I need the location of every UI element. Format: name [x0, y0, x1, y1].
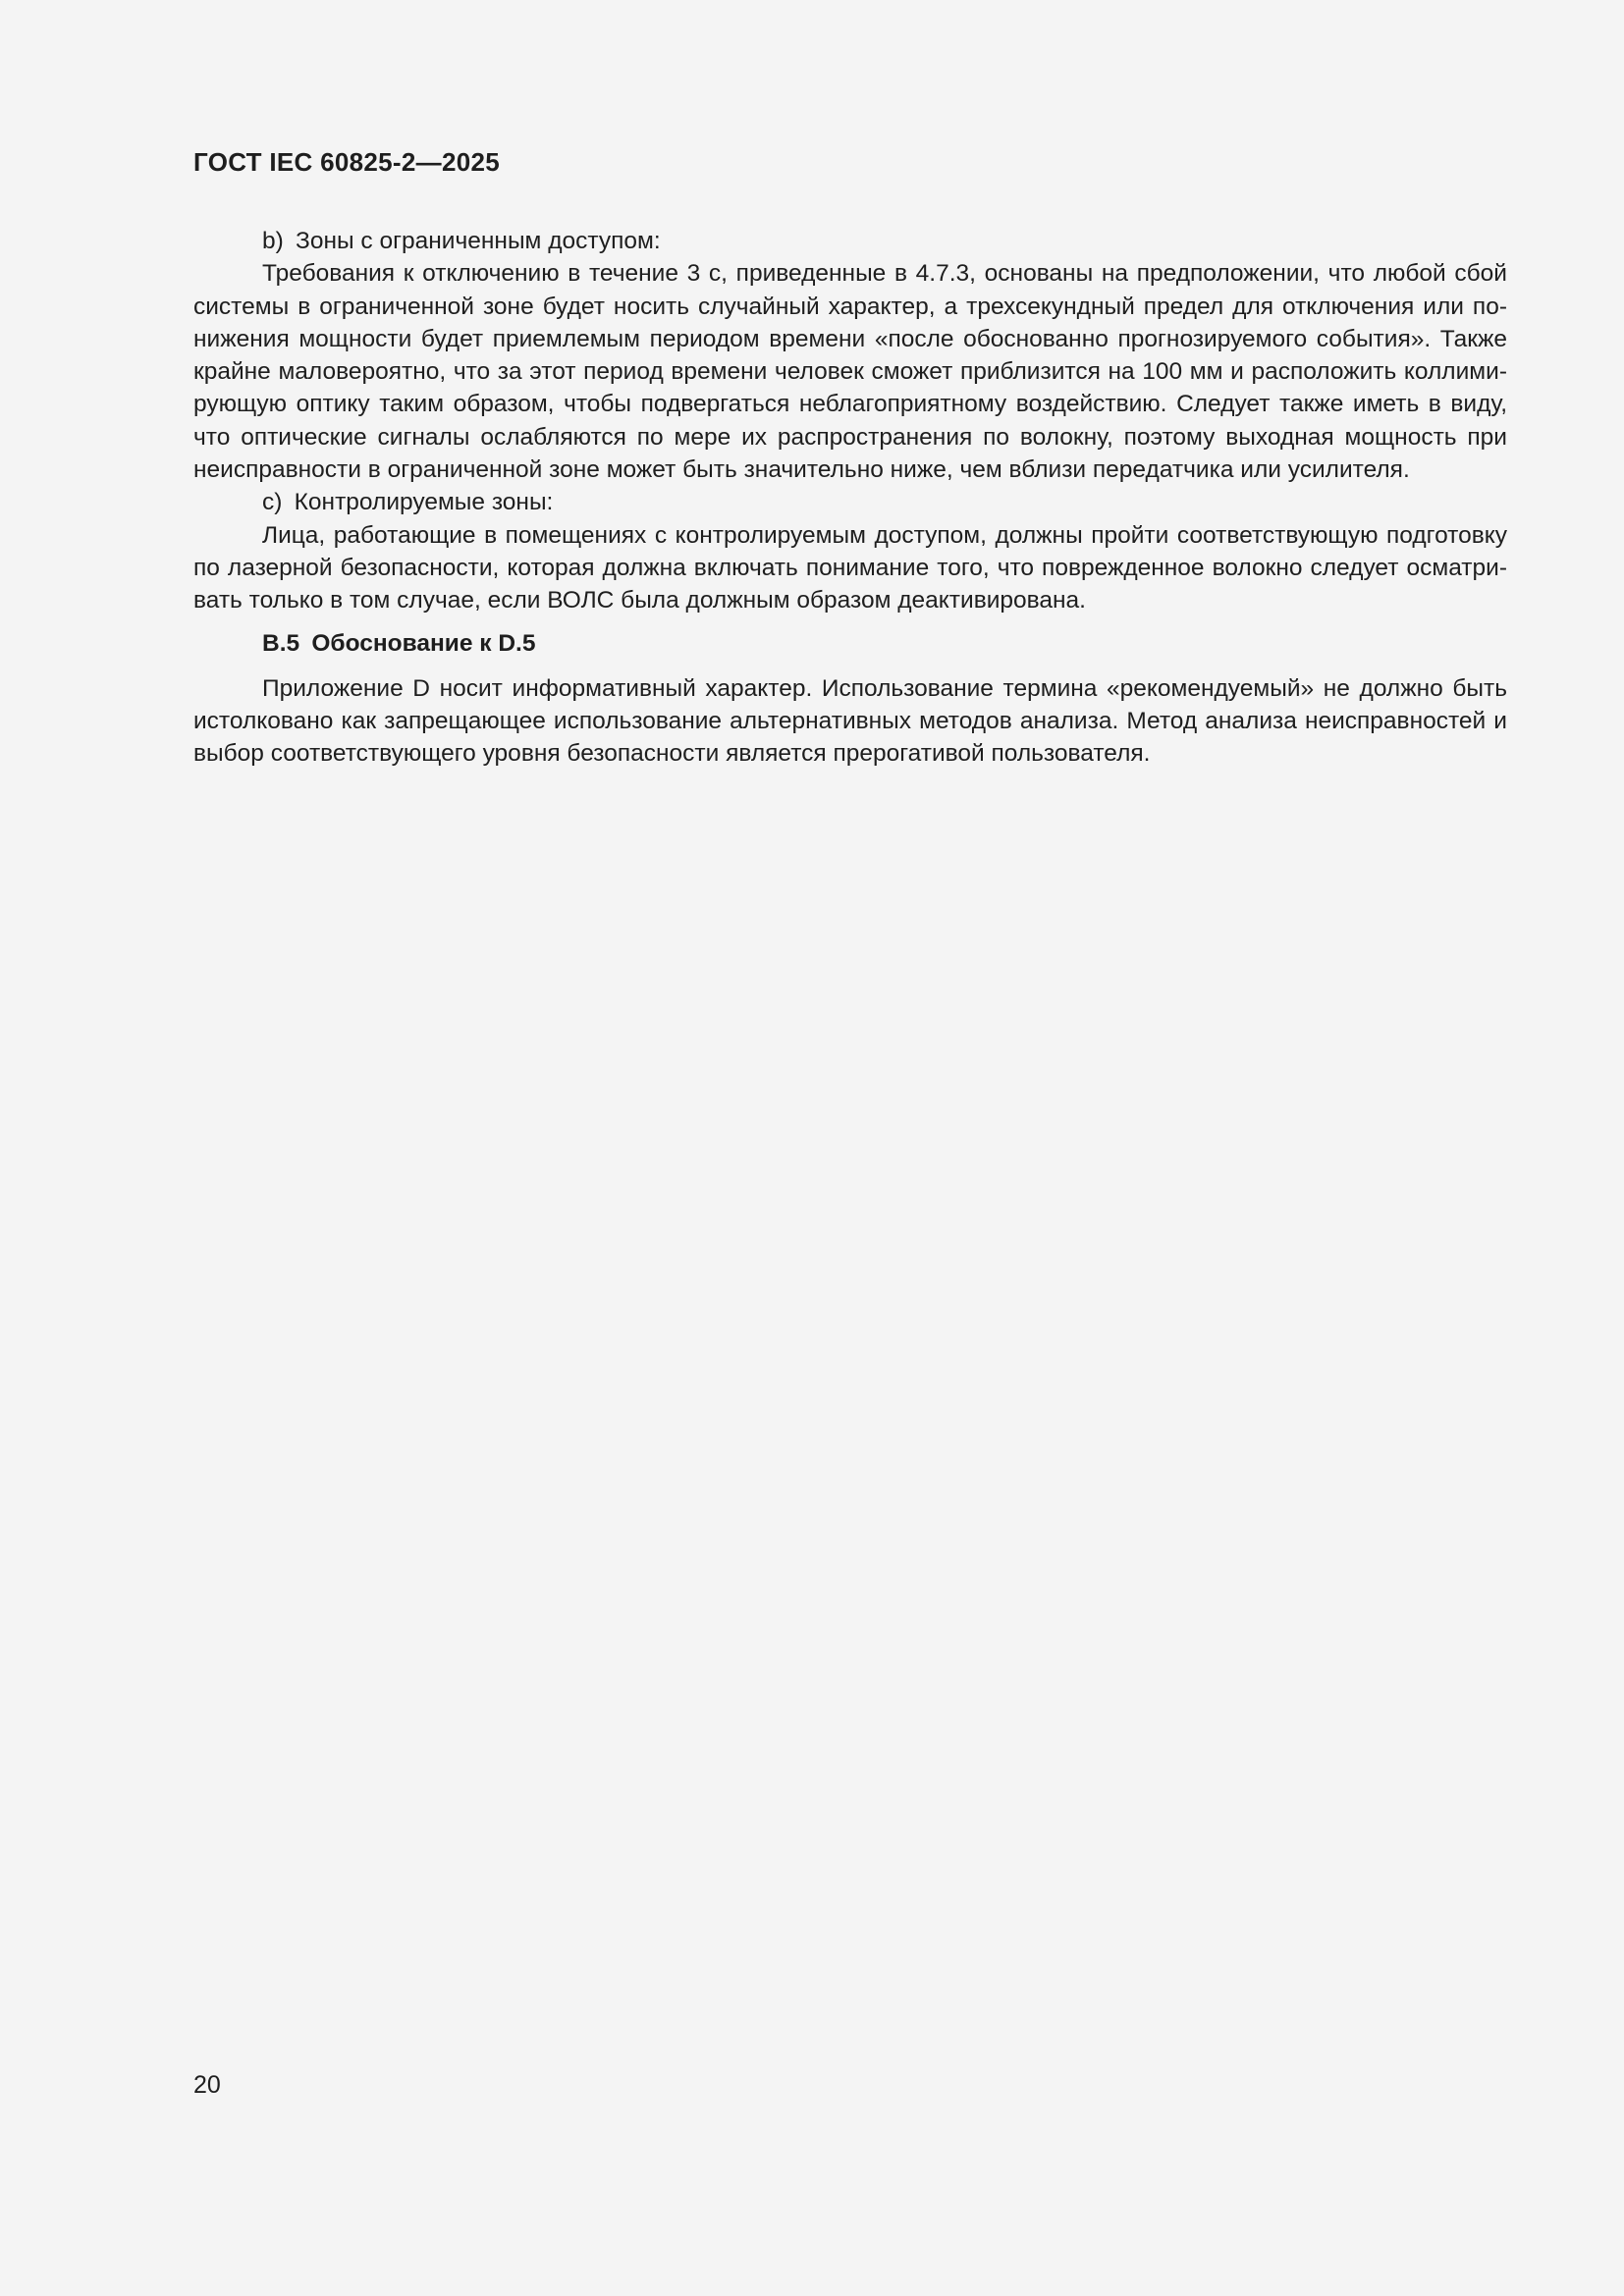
standard-header: ГОСТ IEC 60825-2—2025: [193, 147, 500, 177]
page-content: [193, 225, 1507, 771]
paragraph-restricted-zones: Требования к отключению в течение 3 с, приведенные в 4.7.3, основаны на предположении, что любой сбой системы в ограниченной зоне будет носить случайный характер, а трехсекундный предел для отключения или понижения мощности будет приемлемым периодом времени «после обоснованно прогнозируемого события». Также крайне маловероятно, что за этот период времени человек сможет приблизится на 100 мм и расположить коллимирующую оптику таким образом, чтобы подвергаться неблагоприятному воздействию. Следует также иметь в виду, что оптические сигналы ослабляются по мере их распространения по волокну, поэтому выходная мощность при неисправности в ограниченной зоне может быть значительно ниже, чем вблизи передатчика или усилителя.: [193, 260, 1507, 484]
list-item-b: b) Зоны с ограниченным доступом:: [262, 228, 661, 254]
page-number: 20: [193, 2071, 221, 2099]
section-heading-b5: В.5 Обоснование к D.5: [262, 629, 536, 657]
paragraph-b5: Приложение D носит информативный характер. Использование термина «рекомендуемый» не должно быть истолковано как запрещающее использование альтернативных методов анализа. Метод анализа неисправностей и выбор соответствующего уровня безопасности является прерогативой пользователя.: [193, 674, 1507, 768]
list-item-c: c) Контролируемые зоны:: [262, 489, 554, 516]
paragraph-controlled-zones: Лица, работающие в помещениях с контролируемым доступом, должны пройти соответствующую подготовку по лазерной безопасности, которая должна включать понимание того, что поврежденное волокно следует осматривать только в том случае, если ВОЛС была должным образом деактивирована.: [193, 521, 1507, 614]
